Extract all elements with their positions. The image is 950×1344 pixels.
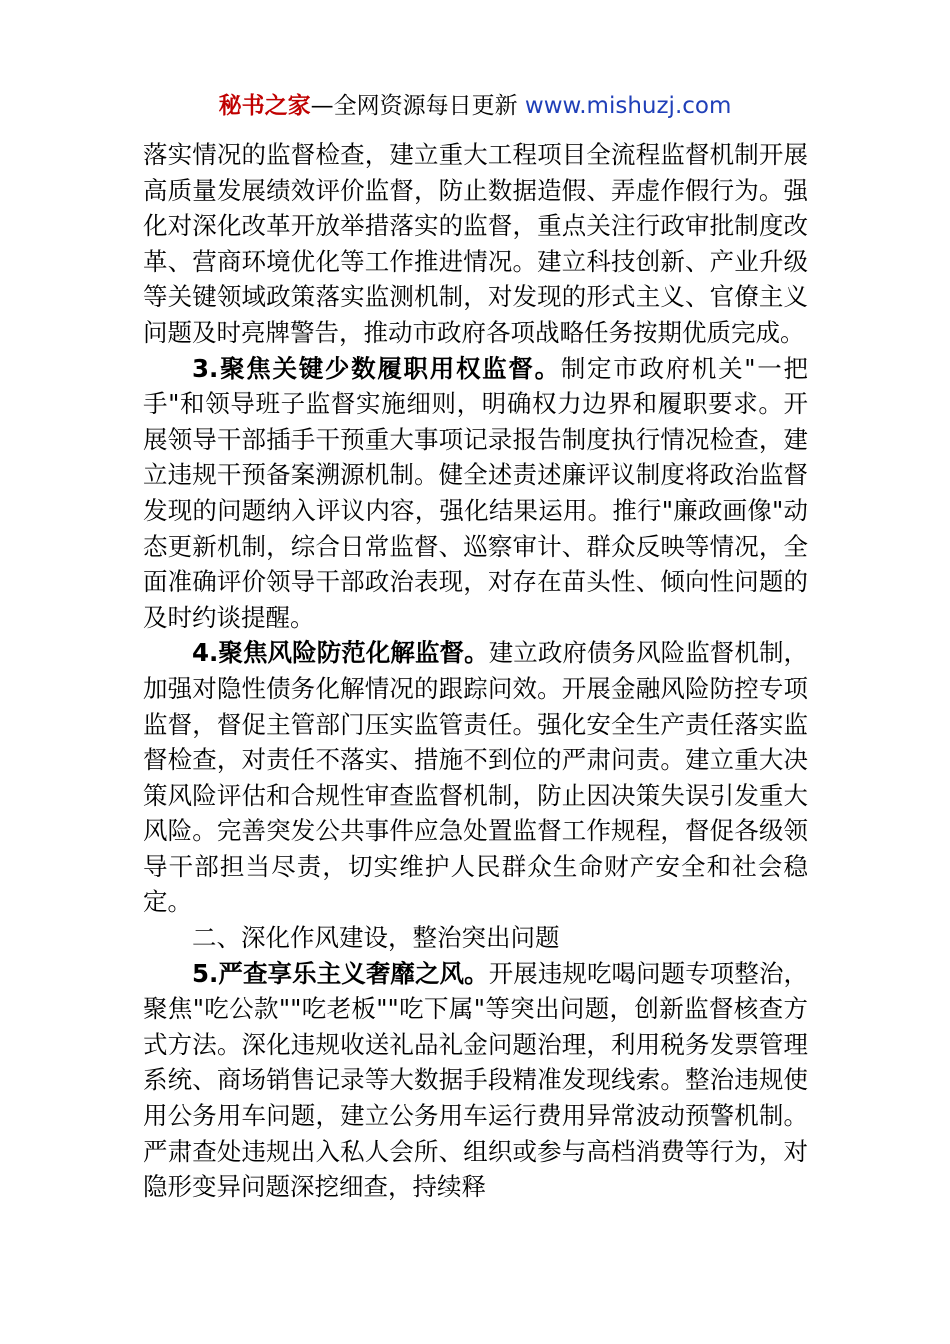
page-header [0,90,950,122]
paragraph-heading: 4.聚焦风险防范化解监督。 [192,638,489,668]
paragraph-heading: 3.聚焦关键少数履职用权监督。 [192,353,561,383]
header-url[interactable]: www.mishuzj.com [524,93,732,119]
section-heading [143,920,808,956]
paragraph-text: 开展违规吃喝问题专项整治，聚焦"吃公款""吃老板""吃下属"等突出问题，创新监督核查方式方法。深化违规收送礼品礼金问题治理，利用税务发票管理系统、商场销售记录等大数据手段精准发现线索。整治违规使用公务用车问题，建立公务用车运行费用异常波动预警机制。严肃查处违规出入私人会所、组织或参与高档消费等行为，对隐形变异问题深挖细查，持续释 [143,958,809,1202]
section-heading-text: 二、深化作风建设，整治突出问题 [192,923,560,953]
paragraph-heading: 5.严查享乐主义奢靡之风。 [192,958,489,988]
header-tagline: —全网资源每日更新 [310,93,525,119]
paragraph-text: 建立政府债务风险监督机制，加强对隐性债务化解情况的跟踪问效。开展金融风险防控专项监督，督促主管部门压实监管责任。强化安全生产责任落实监督检查，对责任不落实、措施不到位的严肃问责。建立重大决策风险评估和合规性审查监督机制，防止因决策失误引发重大风险。完善突发公共事件应急处置监督工作规程，督促各级领导干部担当尽责，切实维护人民群众生命财产安全和社会稳定。 [143,638,809,917]
paragraph-text: 落实情况的监督检查，建立重大工程项目全流程监督机制开展高质量发展绩效评价监督，防止数据造假、弄虚作假行为。强化对深化改革开放举措落实的监督，重点关注行政审批制度改革、营商环境优化等工作推进情况。建立科技创新、产业升级等关键领域政策落实监测机制，对发现的形式主义、官僚主义问题及时亮牌警告，推动市政府各项战略任务按期优质完成。 [143,140,808,347]
paragraph-item-5 [143,956,808,1205]
paragraph-text: 制定市政府机关"一把手"和领导班子监督实施细则，明确权力边界和履职要求。开展领导干部插手干预重大事项记录报告制度执行情况检查，建立违规干预备案溯源机制。健全述责述廉评议制度将政治监督发现的问题纳入评议内容，强化结果运用。推行"廉政画像"动态更新机制，综合日常监督、巡察审计、群众反映等情况，全面准确评价领导干部政治表现，对存在苗头性、倾向性问题的及时约谈提醒。 [143,353,808,632]
paragraph-item-4 [143,635,808,920]
paragraph-continuation [143,137,808,351]
brand-name: 秘书之家 [218,93,311,119]
paragraph-item-3 [143,351,808,636]
document-body [143,137,808,1205]
